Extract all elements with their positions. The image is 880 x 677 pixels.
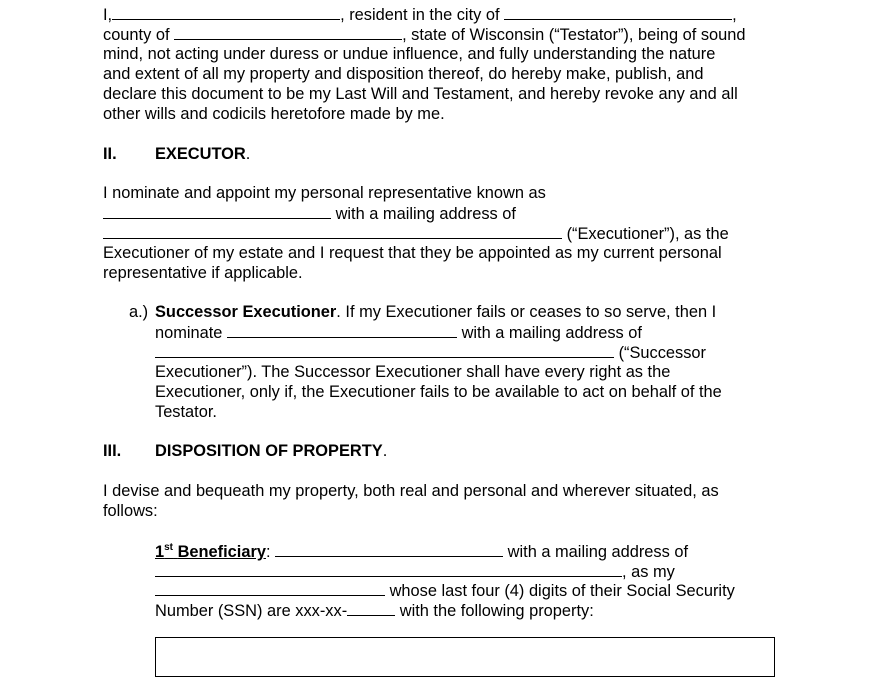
county-blank[interactable] — [174, 24, 402, 40]
executor-name-blank[interactable] — [103, 203, 331, 219]
executor-line-3: (“Executioner”), as the — [103, 223, 729, 244]
disposition-line-2: follows: — [103, 502, 158, 520]
property-description-box[interactable] — [155, 637, 775, 677]
intro-line-6: other wills and codicils heretofore made by me. — [103, 105, 445, 123]
beneficiary-line-4: Number (SSN) are xxx-xx- with the following property: — [155, 602, 594, 620]
successor-line-5: Executioner, only if, the Executioner fails to be available to act on behalf of the — [155, 383, 722, 401]
beneficiary-address-blank[interactable] — [155, 561, 622, 577]
successor-line-1: Successor Executioner. If my Executioner fails or ceases to so serve, then I — [155, 303, 717, 321]
section-2-heading: EXECUTOR. — [155, 145, 251, 163]
successor-line-3: (“Successor — [155, 342, 706, 363]
intro-line-5: declare this document to be my Last Will and Testament, and hereby revoke any and all — [103, 85, 738, 103]
beneficiary-name-blank[interactable] — [275, 541, 503, 557]
intro-line-1: I, , resident in the city of , — [103, 6, 737, 24]
city-blank[interactable] — [504, 4, 732, 20]
intro-line-2: county of , state of Wisconsin (“Testator”), being of sound — [103, 26, 746, 44]
beneficiary-line-3: whose last four (4) digits of their Social Security — [155, 580, 735, 601]
disposition-line-1: I devise and bequeath my property, both real and personal and wherever situated, as — [103, 482, 719, 500]
section-3-heading: DISPOSITION OF PROPERTY. — [155, 442, 388, 460]
successor-name-blank[interactable] — [227, 322, 457, 338]
beneficiary-line-1: 1st Beneficiary: with a mailing address of — [155, 541, 689, 561]
executor-line-4: Executioner of my estate and I request that they be appointed as my current personal — [103, 244, 722, 262]
executor-line-5: representative if applicable. — [103, 264, 303, 282]
successor-line-2: nominate with a mailing address of — [155, 324, 642, 342]
executor-line-1: I nominate and appoint my personal representative known as — [103, 184, 546, 202]
executor-address-blank[interactable] — [103, 223, 562, 239]
intro-line-3: mind, not acting under duress or undue influence, and fully understanding the nature — [103, 45, 716, 63]
executor-line-2: with a mailing address of — [103, 203, 516, 224]
ssn-last-four-blank[interactable] — [347, 600, 395, 616]
successor-address-blank[interactable] — [155, 342, 614, 358]
beneficiary-line-2: , as my — [155, 561, 675, 582]
section-3-number: III. — [103, 442, 122, 460]
testator-name-blank[interactable] — [112, 4, 340, 20]
successor-label: a.) — [129, 303, 149, 321]
beneficiary-heading: 1st Beneficiary — [155, 541, 266, 561]
successor-line-6: Testator. — [155, 403, 217, 421]
section-2-number: II. — [103, 145, 117, 163]
intro-line-4: and extent of all my property and disposition thereof, do hereby make, publish, and — [103, 65, 704, 83]
beneficiary-relationship-blank[interactable] — [155, 580, 385, 596]
successor-line-4: Executioner”). The Successor Executioner shall have every right as the — [155, 363, 671, 381]
